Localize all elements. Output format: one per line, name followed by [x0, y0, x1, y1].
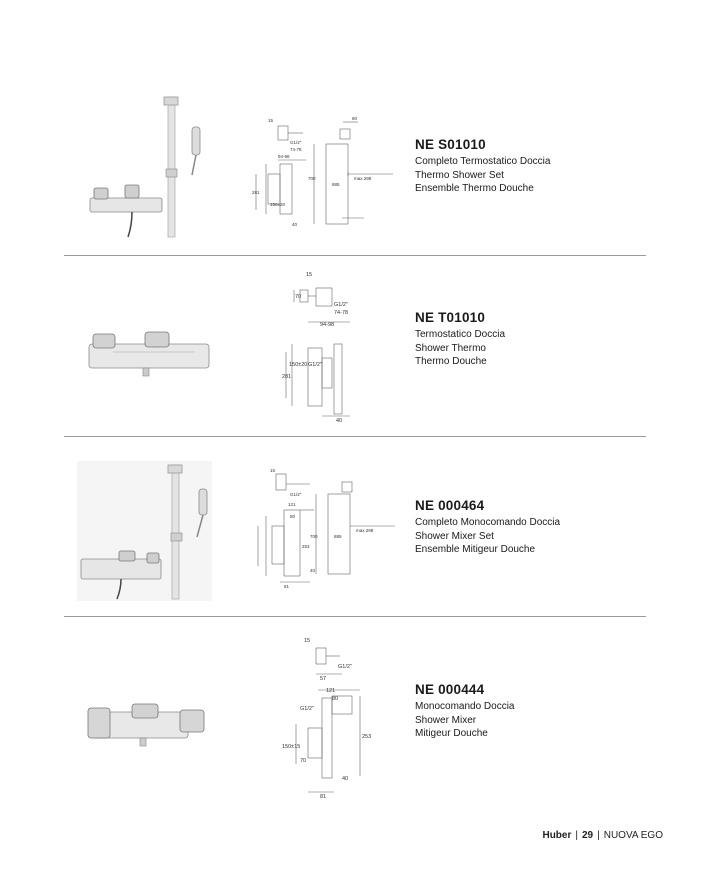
footer-separator: | [575, 830, 578, 841]
dimension-label: 80 [290, 514, 296, 519]
footer-page-number: 29 [581, 830, 594, 841]
dimension-label: 15 [268, 118, 274, 123]
dimension-label: 15 [270, 468, 276, 473]
dimension-label: 15 [304, 638, 311, 644]
product-name-fr: Mitigeur Douche [415, 728, 488, 739]
dimension-label: 74-78 [290, 147, 302, 152]
product-photo-shower-thermo [85, 330, 215, 380]
dimension-label: max.298 [354, 176, 372, 181]
dimension-label: 700 [310, 534, 318, 539]
dimension-label: 40 [342, 776, 349, 782]
dimension-label: G1/2" [290, 492, 302, 497]
product-code: NE S01010 [415, 137, 486, 152]
section-divider [64, 255, 646, 256]
product-name-it: Monocomando Doccia [415, 701, 515, 712]
dimension-label: 40 [336, 418, 343, 424]
technical-drawing-shower-mixer [282, 634, 382, 800]
technical-drawing-shower-thermo [280, 266, 380, 426]
dimension-label: 94-98 [320, 322, 335, 328]
dimension-label: 70 [295, 294, 302, 300]
footer-separator: | [597, 830, 600, 841]
dimension-label: 121 [326, 688, 336, 694]
dimension-label: G1/2" [290, 140, 302, 145]
dimension-label: 81 [284, 584, 290, 589]
footer-collection: NUOVA EGO [603, 830, 663, 841]
product-info-ne-s01010 [415, 137, 550, 196]
section-divider [64, 616, 646, 617]
product-info-ne-t01010 [415, 310, 505, 369]
footer-brand: Huber [542, 830, 572, 841]
dimension-label: 281 [282, 374, 292, 380]
dimension-label: 57 [320, 676, 327, 682]
product-photo-shower-mixer [86, 700, 216, 750]
dimension-label: 121 [288, 502, 296, 507]
dimension-label: 80 [352, 116, 358, 121]
dimension-label: G1/2" [338, 664, 352, 670]
product-info-ne-000464 [415, 498, 560, 557]
dimension-label: 81 [320, 794, 327, 800]
dimension-label: 40 [310, 568, 316, 573]
dimension-label: 70 [300, 758, 307, 764]
dimension-label: 700 [308, 176, 316, 181]
dimension-label: 150±20 [270, 202, 285, 207]
product-name-fr: Ensemble Mitigeur Douche [415, 544, 536, 555]
product-name-en: Thermo Shower Set [415, 169, 504, 181]
product-code: NE 000444 [415, 682, 485, 697]
product-info-ne-000444 [415, 682, 515, 741]
page-footer [542, 830, 663, 841]
product-name-en: Shower Mixer [415, 714, 477, 726]
product-code: NE 000464 [415, 498, 485, 513]
product-name-fr: Ensemble Thermo Douche [415, 183, 534, 194]
product-code: NE T01010 [415, 310, 486, 325]
dimension-label: 885 [332, 182, 340, 187]
dimension-label: 885 [334, 534, 342, 539]
product-name-en: Shower Mixer Set [415, 530, 494, 542]
technical-drawing-thermo-shower-set [248, 114, 398, 232]
dimension-label: G1/2" [308, 362, 322, 368]
technical-drawing-shower-mixer-set [250, 466, 400, 592]
dimension-label: 74-78 [334, 310, 349, 316]
product-name-it: Termostatico Doccia [415, 329, 506, 340]
dimension-label: 150±15 [282, 744, 301, 750]
product-photo-shower-mixer-set [77, 461, 212, 601]
dimension-label: 253 [362, 734, 372, 740]
product-name-it: Completo Termostatico Doccia [415, 156, 551, 167]
dimension-label: 150±20 [289, 362, 308, 368]
dimension-label: 40 [292, 222, 298, 227]
dimension-label: 15 [306, 272, 313, 278]
product-name-fr: Thermo Douche [415, 356, 487, 367]
product-photo-thermo-shower-set [80, 95, 220, 240]
dimension-label: max.298 [356, 528, 374, 533]
product-name-en: Shower Thermo [415, 342, 486, 354]
dimension-label: 80 [332, 696, 339, 702]
dimension-label: 94-98 [278, 154, 290, 159]
dimension-label: G1/2" [334, 302, 348, 308]
section-divider [64, 436, 646, 437]
dimension-label: 281 [252, 190, 260, 195]
product-name-it: Completo Monocomando Doccia [415, 517, 561, 528]
dimension-label: 253 [302, 544, 310, 549]
dimension-label: G1/2" [300, 706, 314, 712]
